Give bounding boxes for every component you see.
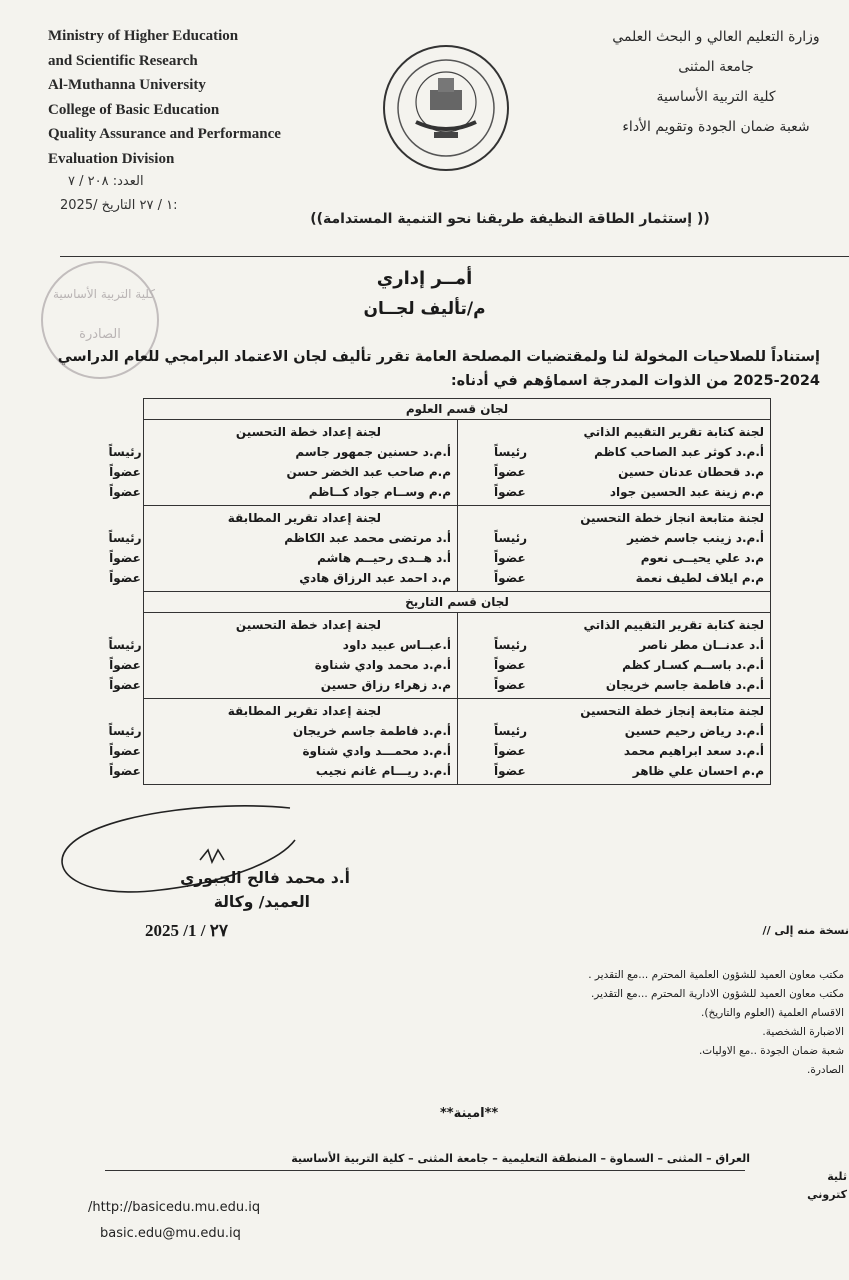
committee-title: لجنة إعداد تقرير المطابقة (227, 511, 381, 525)
ref-number: العدد: ٢٠٨ / ٧ (68, 174, 144, 189)
en-header-line: and Scientific Research (48, 52, 198, 69)
member-row (464, 482, 764, 502)
member-role: رئيساً (494, 531, 528, 545)
member-role: عضواً (494, 465, 526, 479)
en-header-line: Evaluation Division (48, 150, 175, 167)
member-role: رئيساً (108, 638, 142, 652)
member-role: عضواً (109, 465, 141, 479)
member-row (464, 442, 764, 462)
arabic-header (591, 22, 841, 142)
footer-divider (105, 1170, 745, 1171)
member-name: أ.م.د فاطمة جاسم خريجان (292, 724, 451, 738)
member-role: عضواً (494, 571, 526, 585)
member-row (109, 548, 451, 568)
copy-to-item: مكتب معاون العميد للشؤون الادارية المحترم ...مع التقدير. (590, 988, 844, 1000)
confidential-mark: **امينة** (440, 1106, 499, 1121)
member-name: أ.م.د باســم كسـار كظم (622, 658, 764, 672)
member-name: أ.عبــاس عبيد داود (342, 638, 451, 652)
member-row (464, 462, 764, 482)
member-role: عضواً (109, 485, 141, 499)
committee-cell (108, 506, 457, 591)
copy-to-list (504, 966, 844, 1080)
member-role: عضواً (494, 678, 526, 692)
member-row (108, 528, 451, 548)
member-row (464, 548, 764, 568)
member-name: م.م زينة عبد الحسين جواد (609, 485, 764, 499)
member-role: عضواً (109, 551, 141, 565)
ar-header-line: شعبة ضمان الجودة وتقويم الأداء (622, 119, 810, 135)
member-role: عضواً (109, 571, 141, 585)
committee-title: لجنة إعداد خطة التحسين (235, 425, 381, 439)
order-subject: م/تأليف لجــان (363, 299, 486, 319)
intro-paragraph: إستناداً للصلاحيات المخولة لنا ولمقتضيات المصلحة العامة تقرر تأليف لجان الاعتماد البرامجي للعام الدراسي 2024-2025 من الذوات المدرجة اسماؤهم في أدناه: (57, 349, 820, 389)
member-role: عضواً (494, 764, 526, 778)
copy-to-item: شعبة ضمان الجودة ..مع الاوليات. (698, 1045, 844, 1057)
committee-block (108, 420, 770, 506)
member-role: رئيساً (108, 445, 142, 459)
en-header-line: College of Basic Education (48, 101, 220, 118)
member-name: أ.م.د محمد وادي شناوة (314, 658, 451, 672)
member-row (109, 462, 451, 482)
committee-cell (457, 613, 770, 698)
footer-right-fragment (807, 1168, 847, 1204)
department-header: لجان قسم التاريخ (144, 592, 770, 613)
committee-title: لجنة متابعة إنجاز خطة التحسين (580, 704, 764, 718)
member-role: عضواً (494, 551, 526, 565)
email-link[interactable]: basic.edu@mu.edu.iq (100, 1226, 241, 1241)
member-row (109, 675, 451, 695)
committee-title: لجنة إعداد تقرير المطابقة (227, 704, 381, 718)
order-title: أمــر إداري (376, 268, 473, 289)
member-name: أ.م.د ريـــام غانم نجيب (315, 764, 451, 778)
member-name: أ.م.د زينب جاسم خضير (627, 531, 764, 545)
member-name: م.د علي يحيــى نعوم (640, 551, 764, 565)
university-logo (378, 40, 514, 176)
member-name: م.د زهراء رزاق حسين (320, 678, 451, 692)
committee-title: لجنة إعداد خطة التحسين (235, 618, 381, 632)
member-row (464, 721, 764, 741)
member-row (109, 761, 451, 781)
member-role: رئيساً (108, 724, 142, 738)
member-role: رئيساً (108, 531, 142, 545)
reference-block (60, 170, 178, 218)
committee-cell (108, 699, 457, 784)
member-name: م.د احمد عبد الرزاق هادي (299, 571, 451, 585)
committee-cell (457, 506, 770, 591)
member-name: أ.م.د فاطمة جاسم خريجان (605, 678, 764, 692)
footer-fragment: ثلية (827, 1170, 847, 1183)
member-name: م.م صاحب عبد الخضر حسن (286, 465, 451, 479)
ar-header-line: جامعة المثنى (678, 59, 754, 75)
committees-table (108, 398, 771, 785)
committee-cell (108, 613, 457, 698)
copy-to-header: نسخة منه إلى // (762, 924, 849, 937)
ref-date: 2025/ ١ / ٢٧ التاريخ: (60, 198, 178, 213)
member-name: أ.د عدنــان مطر ناصر (639, 638, 764, 652)
member-row (464, 741, 764, 761)
committee-cell (108, 420, 457, 505)
member-row (109, 655, 451, 675)
footer-address: العراق – المثنى – السماوة – المنطقة التعليمية – جامعة المثنى – كلية التربية الأساسية (291, 1152, 750, 1165)
en-header-line: Al-Muthanna University (48, 77, 206, 93)
signature-date: 2025 /1 / ٢٧ (145, 921, 228, 940)
signatory-title: العميد/ وكالة (213, 893, 310, 911)
website-link[interactable]: /http://basicedu.mu.edu.iq (88, 1200, 261, 1215)
stamp-text: الصادرة (79, 327, 121, 342)
department-header: لجان قسم العلوم (144, 399, 770, 420)
member-row (464, 761, 764, 781)
header-divider (60, 256, 849, 257)
member-row (464, 568, 764, 588)
committee-title: لجنة كتابة تقرير التقييم الذاتي (583, 618, 764, 632)
signatory-name: أ.د محمد فالح الجبوري (180, 869, 350, 887)
english-header (48, 24, 281, 171)
member-name: أ.م.د محمـــد وادي شناوة (302, 744, 451, 758)
committee-block (108, 613, 770, 699)
committee-cell (457, 699, 770, 784)
member-name: أ.د هــدى رحيــم هاشم (317, 551, 451, 565)
committee-cell (457, 420, 770, 505)
member-role: عضواً (494, 744, 526, 758)
member-role: عضواً (109, 744, 141, 758)
member-row (109, 482, 451, 502)
committee-block (108, 506, 770, 592)
member-name: أ.م.د رياض رحيم حسين (624, 724, 764, 738)
stamp-line: كلية التربية الأساسية (53, 287, 155, 301)
member-row (464, 635, 764, 655)
member-role: عضواً (494, 485, 526, 499)
member-role: عضواً (494, 658, 526, 672)
committee-title: لجنة متابعة انجاز خطة التحسين (580, 511, 764, 525)
member-row (108, 635, 451, 655)
member-name: م.د قحطان عدنان حسين (618, 465, 764, 479)
member-row (108, 442, 451, 462)
ar-header-line: وزارة التعليم العالي و البحث العلمي (612, 29, 820, 45)
copy-to-item: مكتب معاون العميد للشؤون العلمية المحترم ...مع التقدير . (588, 969, 844, 981)
member-row (109, 568, 451, 588)
signature-block (100, 866, 350, 914)
ar-header-line: كلية التربية الأساسية (656, 89, 776, 105)
member-row (464, 655, 764, 675)
member-name: أ.م.د حسنين جمهور جاسم (295, 445, 451, 459)
member-role: رئيساً (494, 638, 528, 652)
member-role: رئيساً (494, 445, 528, 459)
member-role: رئيساً (494, 724, 528, 738)
copy-to-item: الصادرة. (806, 1064, 844, 1076)
member-name: م.م ايلاف لطيف نعمة (635, 571, 764, 585)
committee-title: لجنة كتابة تقرير التقييم الذاتي (583, 425, 764, 439)
committee-block (108, 699, 770, 784)
member-row (464, 528, 764, 548)
footer-fragment: كتروني (807, 1188, 847, 1201)
member-row (109, 741, 451, 761)
member-role: عضواً (109, 764, 141, 778)
member-row (464, 675, 764, 695)
member-name: م.م وســام جواد كــاظم (308, 485, 451, 499)
member-row (108, 721, 451, 741)
member-name: أ.د مرتضى محمد عبد الكاظم (284, 531, 451, 545)
member-name: م.م احسان علي ظاهر (632, 764, 764, 778)
member-role: عضواً (109, 658, 141, 672)
en-header-line: Quality Assurance and Performance (48, 126, 281, 142)
copy-to-item: الاقسام العلمية (العلوم والتاريخ). (701, 1007, 844, 1019)
copy-to-item: الاضبارة الشخصية. (762, 1026, 844, 1038)
member-name: أ.م.د كوثر عبد الصاحب كاظم (594, 445, 764, 459)
slogan: (( إستثمار الطاقة النظيفة طريقنا نحو التنمية المستدامة)) (310, 211, 710, 227)
member-name: أ.م.د سعد ابراهيم محمد (623, 744, 764, 758)
en-header-line: Ministry of Higher Education (48, 28, 239, 44)
member-role: عضواً (109, 678, 141, 692)
